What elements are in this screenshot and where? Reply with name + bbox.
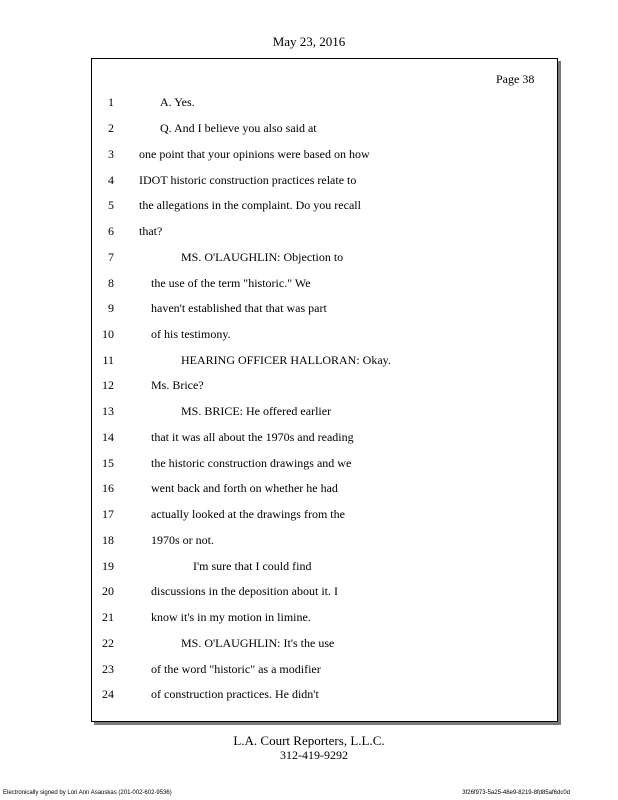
line-text: MS. BRICE: He offered earlier — [181, 404, 332, 418]
line-text: of his testimony. — [151, 327, 231, 341]
line-text: A. Yes. — [160, 95, 195, 109]
line-number: 6 — [108, 224, 114, 238]
line-text: of the word "historic" as a modifier — [151, 662, 321, 676]
line-number: 16 — [102, 481, 114, 495]
line-text: MS. O'LAUGHLIN: It's the use — [181, 636, 335, 650]
line-number: 2 — [108, 121, 114, 135]
footer-company: L.A. Court Reporters, L.L.C. — [233, 733, 385, 748]
line-text: MS. O'LAUGHLIN: Objection to — [181, 250, 344, 264]
line-number: 14 — [102, 430, 114, 444]
document-hash: 3f26f973-5a25-48e9-8219-8fd85af6dc0d — [462, 790, 570, 796]
line-text: HEARING OFFICER HALLORAN: Okay. — [181, 353, 391, 367]
line-number: 3 — [108, 147, 114, 161]
line-number: 7 — [108, 250, 114, 264]
line-number: 24 — [102, 687, 114, 701]
page-number: Page 38 — [496, 72, 535, 86]
line-text: the historic construction drawings and we — [151, 456, 352, 470]
line-number: 8 — [108, 276, 114, 290]
electronic-signature: Electronically signed by Lori Ann Asauskas (201-002-602-9536) — [3, 790, 172, 796]
line-number: 13 — [102, 404, 114, 418]
line-number: 11 — [102, 353, 114, 367]
line-text: one point that your opinions were based on how — [139, 147, 370, 161]
line-text: the allegations in the complaint. Do you recall — [139, 198, 361, 212]
line-text: went back and forth on whether he had — [151, 481, 338, 495]
transcript-date: May 23, 2016 — [272, 34, 346, 49]
line-number: 15 — [102, 456, 114, 470]
line-text: discussions in the deposition about it. I — [151, 584, 338, 598]
line-number: 20 — [102, 584, 114, 598]
line-text: I'm sure that I could find — [193, 559, 312, 573]
line-text: Q. And I believe you also said at — [160, 121, 317, 135]
line-number: 9 — [108, 301, 114, 315]
line-text: know it's in my motion in limine. — [151, 610, 311, 624]
line-number: 17 — [102, 507, 114, 521]
line-text: 1970s or not. — [151, 533, 214, 547]
line-text: haven't established that that was part — [151, 301, 327, 315]
line-number: 19 — [102, 559, 114, 573]
line-number: 12 — [102, 378, 114, 392]
line-number: 22 — [102, 636, 114, 650]
line-number: 18 — [102, 533, 114, 547]
line-number: 23 — [102, 662, 114, 676]
line-number: 5 — [108, 198, 114, 212]
line-number: 21 — [102, 610, 114, 624]
line-text: that it was all about the 1970s and reading — [151, 430, 354, 444]
line-text: Ms. Brice? — [151, 378, 204, 392]
line-number: 1 — [108, 95, 114, 109]
line-text: actually looked at the drawings from the — [151, 507, 345, 521]
line-number: 4 — [108, 173, 114, 187]
line-text: of construction practices. He didn't — [151, 687, 319, 701]
line-text: the use of the term "historic." We — [151, 276, 311, 290]
line-text: IDOT historic construction practices relate to — [139, 173, 357, 187]
line-number: 10 — [102, 327, 114, 341]
footer-phone: 312-419-9292 — [280, 748, 348, 762]
line-text: that? — [139, 224, 163, 238]
